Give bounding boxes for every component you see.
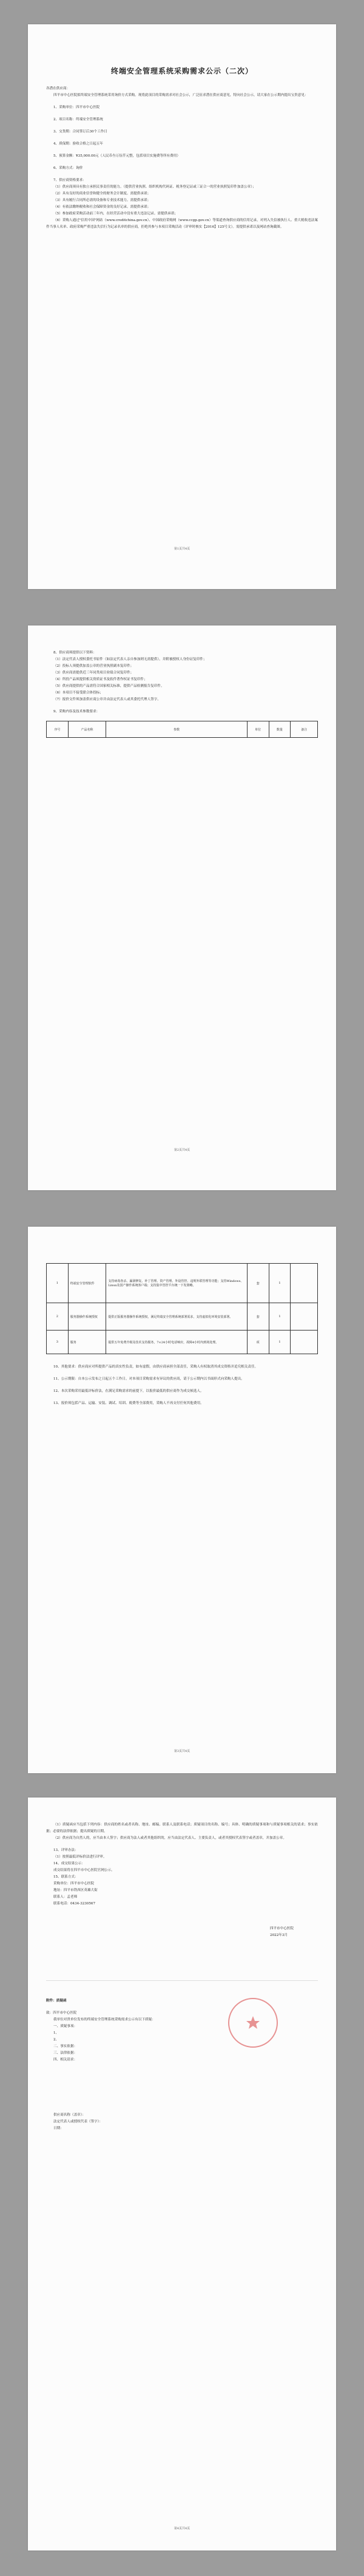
- contact-person: 联系人：孟老师: [53, 1895, 78, 1899]
- document-page-4: [28, 1797, 336, 2550]
- appendix-sign-unit: 供应商名称（盖章）：: [53, 2113, 86, 2117]
- appendix-line: 我单位对贵单位发布的终端安全管理系统采购需求公示有以下质疑：: [53, 2018, 155, 2022]
- appendix-to: 致：四平市中心医院: [46, 2011, 77, 2015]
- section-9-heading: 9、采购内容及技术参数要求：: [53, 710, 100, 714]
- objection-content: （1）质疑函应当包括下列内容：供应商的姓名或者名称、地址、邮编、联系人及联系电话；质疑项目的名称、编号；具体、明确的质疑事项和与质疑事项相关的请求；事实依据；必要的法律依据；提出质疑的日期。: [46, 1823, 318, 1833]
- col-qty: 数量: [269, 721, 291, 738]
- doc-item-2: （2）投标人须提供加盖公章的营业执照副本复印件；: [53, 664, 134, 668]
- section-14-heading: 14、成交结果公示：: [53, 1862, 85, 1866]
- table-row: [47, 1331, 318, 1354]
- cell-qty: 1: [269, 1264, 291, 1303]
- contact-phone: 联系电话：0434-3230567: [53, 1902, 96, 1906]
- doc-item-7: （7）报价文件须加盖供应商公章并由法定代表人或其委托代理人签字。: [53, 698, 161, 701]
- cell-unit: 项: [247, 1331, 269, 1354]
- cell-spec: 提供正版服务器操作系统授权，满足终端安全管理系统部署需求，支持虚拟化环境安装部署。: [106, 1303, 247, 1331]
- appendix-line: 1、: [53, 2031, 59, 2035]
- section-13-heading: 13、评审办法：: [53, 1849, 78, 1852]
- salutation: 各潜在供应商：: [46, 87, 70, 90]
- cell-no: 2: [47, 1303, 69, 1331]
- cell-note: [291, 1303, 318, 1331]
- appendix-line: 三、法律依据：: [53, 2051, 78, 2055]
- doc-item-6: （6）本项目不接受联合体投标；: [53, 691, 103, 695]
- col-note: 备注: [291, 721, 318, 738]
- section-8-heading: 8、供应商须提供以下资料：: [53, 651, 96, 655]
- cell-spec: 支持病毒查杀、漏洞修复、补丁管理、资产管理、外设管控、违规外联管理等功能；支持Windows、Linux及国产操作系统客户端；支持集中管控平台统一下发策略。: [106, 1264, 247, 1303]
- doc-item-4: （4）所投产品须提供相关资质证书及软件著作权证书复印件；: [53, 678, 147, 681]
- page-number: 第2页共4页: [174, 1148, 190, 1152]
- evaluation-method: 12、本次采购采用最低评标价法，在满足采购需求的前提下，以报价最低的供应商作为成交候选人。: [53, 1389, 204, 1393]
- intro-paragraph: 四平市中心医院拟终端安全管理系统采用询价方式采购。现将此项目的采购需求对社会公示，广泛征求潜在供应商意见，特向社会公示，请大家在公示期内提出宝贵意见：: [53, 94, 308, 97]
- col-name: 产品名称: [68, 721, 106, 738]
- page-number: 第4页共4页: [174, 2527, 190, 2530]
- item-1: 1、采购单位：四平市中心医院: [53, 106, 100, 109]
- appendix-title: 附件：质疑函: [46, 1999, 67, 2003]
- cell-note: [291, 1331, 318, 1354]
- cell-name: 服务器操作系统授权: [68, 1303, 106, 1331]
- requirement-6: （6）采购人通过"信用中国"网站（www.creditchina.gov.cn）、中国政府采购网（www.ccgp.gov.cn）等渠道查询供应商的信用记录，对列入失信被执行人、重大税收违法案件当事人名单、政府采购严重违法失信行为记录名单的供应商，拒绝其参与本项目采购活动（评审时核实【2016】125号文）。需提供承诺以及网站查询截图。: [46, 219, 318, 229]
- requirement-3: （3）具有履行合同所必需的设备和专业技术能力。需提供承诺；: [53, 199, 151, 202]
- cell-qty: 1: [269, 1303, 291, 1331]
- requirement-2: （2）具有良好的商业信誉和健全的财务会计制度。需提供承诺；: [53, 192, 151, 196]
- contact-address: 地址：四平市铁西区英雄大街: [53, 1889, 98, 1892]
- notice-period: 11、公示期限：自本公示发布之日起五个工作日。对本项目采购需求有异议的供应商，请于公示期内以书面形式向采购人提出。: [53, 1377, 244, 1381]
- item-5: 5、预算金额：¥35,000.00元（人民币叁万伍仟元整，包括项目实施费等所有费用）: [53, 154, 180, 158]
- price-terms: 13、报价须包括产品、运输、安装、调试、培训、税费等全部费用，采购人不再支付任何其他费用。: [53, 1402, 204, 1405]
- cell-name: 终端安全管理软件: [68, 1264, 106, 1303]
- section-15-heading: 15、联系方式：: [53, 1875, 78, 1879]
- document-page-2: [28, 625, 336, 1190]
- issuer-name: 四平市中心医院: [269, 1927, 294, 1930]
- page-number: 第3页共4页: [174, 1750, 190, 1753]
- doc-title: 终端安全管理系统采购需求公示（二次）: [110, 67, 253, 75]
- requirement-1: （1）供应商须具有独立承担民事责任的能力。（提供营业执照、组织机构代码证、税务登记证或三证合一的营业执照复印件加盖公章）；: [53, 185, 256, 189]
- objection-signature: （2）供应商为自然人的，应当由本人签字；供应商为法人或者其他组织的，应当由法定代表人、主要负责人，或者其授权代表签字或者盖章，并加盖公章。: [53, 1836, 286, 1840]
- doc-item-5: （5）供应商提供的产品需符合国家相关标准，提供产品检测报告复印件。: [53, 684, 164, 688]
- other-requirements: 10、其他要求：供应商应对所提供产品的真实性负责，如有虚假，由供应商承担全部责任，采购人有权取消其成交资格并追究相关责任。: [53, 1365, 258, 1369]
- appendix-sign-person: 法定代表人或授权代表（签字）：: [53, 2120, 103, 2124]
- requirement-5: （5）参加政府采购活动前三年内，在经营活动中没有重大违法记录。需提供承诺；: [53, 212, 178, 216]
- cell-unit: 套: [247, 1264, 269, 1303]
- official-seal-icon: [228, 1998, 278, 2048]
- cell-qty: 1: [269, 1331, 291, 1354]
- document-page-3: [28, 1227, 336, 1773]
- appendix-line: 四、相关请求：: [53, 2058, 78, 2062]
- cell-unit: 套: [247, 1303, 269, 1331]
- requirement-4: （4）有依法缴纳税收和社会保障资金的良好记录。需提供承诺；: [53, 205, 151, 209]
- item-4: 4、质保期：验收合格之日起五年: [53, 142, 103, 146]
- doc-item-1: （1）法定代表人授权委托书原件（如法定代表人亲自参加则无需提供），并附被授权人身份证复印件；: [53, 658, 207, 661]
- item-3: 3、交货期：合同签订后30个工作日: [53, 130, 107, 134]
- table-row: [47, 1303, 318, 1331]
- item-6: 6、采购方式：询价: [53, 166, 83, 170]
- col-unit: 单位: [247, 721, 269, 738]
- issue-date: 2022年3月: [270, 1934, 288, 1937]
- cell-no: 1: [47, 1264, 69, 1303]
- item-2: 2、项目名称：终端安全管理系统: [53, 118, 103, 121]
- section-divider: [46, 1980, 318, 1981]
- appendix-sign-date: 日期：: [53, 2127, 64, 2130]
- cell-no: 3: [47, 1331, 69, 1354]
- goods-table-header: [46, 721, 318, 738]
- cell-spec: 提供五年免费升级及技术支持服务，7×24小时电话响应，故障4小时内到场处理。: [106, 1331, 247, 1354]
- seal-star-icon: [229, 1999, 277, 2046]
- doc-item-3: （3）供应商需提供近三年同类项目业绩合同复印件；: [53, 671, 134, 675]
- result-publication: 成交结果将在四平市中心医院官网公示。: [53, 1869, 115, 1872]
- document-page-1: [28, 24, 336, 589]
- contact-unit: 采购单位：四平市中心医院: [53, 1882, 95, 1886]
- col-no: 序号: [47, 721, 69, 738]
- evaluation-rule: （1）按照最低评标价法进行评审。: [53, 1855, 107, 1859]
- goods-table: [46, 1263, 318, 1354]
- table-row: [47, 1264, 318, 1303]
- appendix-line: 一、质疑事项：: [53, 2025, 78, 2028]
- appendix-line: 二、事实依据：: [53, 2045, 78, 2048]
- cell-note: [291, 1264, 318, 1303]
- appendix-line: 2、: [53, 2038, 59, 2042]
- col-spec: 参数: [106, 721, 247, 738]
- cell-name: 服务: [68, 1331, 106, 1354]
- requirements-heading: 7、供应商资格要求：: [53, 179, 86, 182]
- page-number: 第1页共4页: [174, 547, 190, 551]
